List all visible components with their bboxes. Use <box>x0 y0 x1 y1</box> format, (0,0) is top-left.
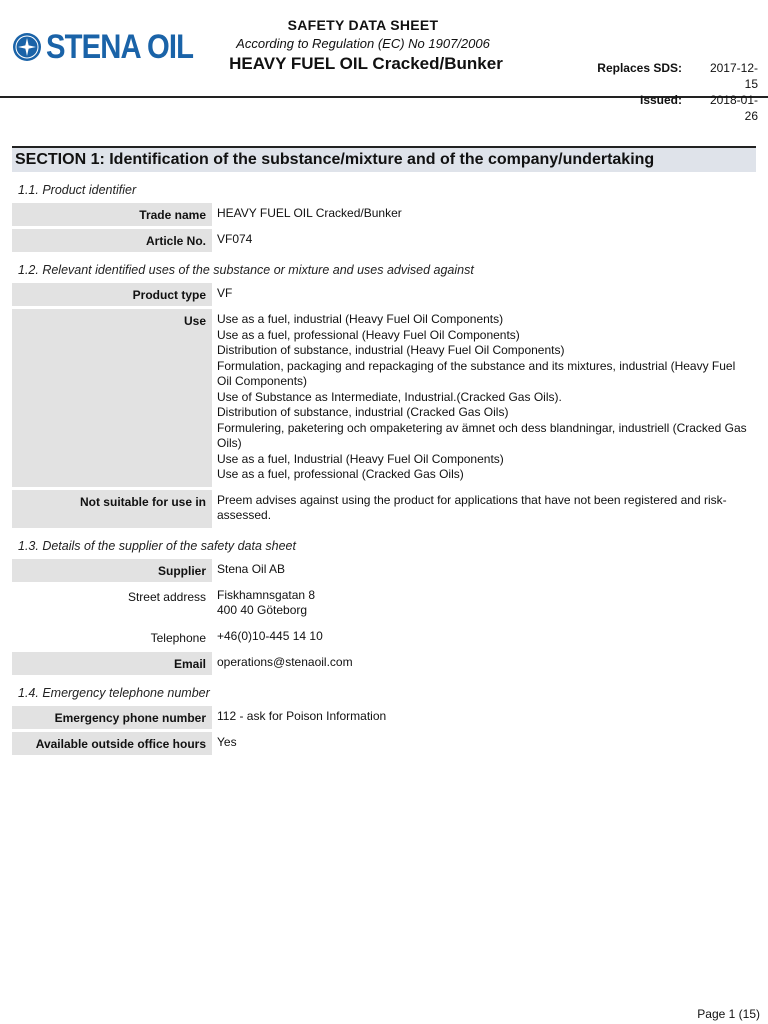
document-type: SAFETY DATA SHEET <box>287 17 439 33</box>
trade-name-label: Trade name <box>12 203 212 226</box>
office-hours-row <box>12 732 756 755</box>
replaces-label: Replaces SDS: <box>597 61 682 75</box>
street-address-value <box>212 585 756 623</box>
product-type-value: VF <box>217 286 233 300</box>
not-suitable-label: Not suitable for use in <box>12 490 212 528</box>
replaces-row <box>572 60 758 92</box>
trade-name-value: HEAVY FUEL OIL Cracked/Bunker <box>217 206 402 220</box>
street-address-label: Street address <box>127 589 206 604</box>
email-row <box>12 652 756 675</box>
trade-name-row <box>12 203 756 226</box>
product-type-row <box>12 283 756 306</box>
section-1-content <box>12 180 756 758</box>
use-item: Distribution of substance, industrial (Cracked Gas Oils) <box>217 405 509 419</box>
use-item: Use as a fuel, professional (Cracked Gas Oils) <box>217 467 464 481</box>
street-line: Fiskhamnsgatan 8 <box>217 587 316 602</box>
use-row <box>12 309 756 487</box>
supplier-label: Supplier <box>12 559 212 582</box>
page-number: Page 1 (15) <box>697 1007 760 1021</box>
regulation-reference: According to Regulation (EC) No 1907/2006 <box>236 36 490 51</box>
not-suitable-row <box>12 490 756 528</box>
subsection-1-1-title: 1.1. Product identifier <box>18 183 137 197</box>
email-label: Email <box>12 652 212 675</box>
email-value[interactable]: operations@stenaoil.com <box>217 654 353 669</box>
subsection-1-4-title: 1.4. Emergency telephone number <box>18 685 210 700</box>
stena-seal-icon <box>12 32 42 62</box>
use-item: Use as a fuel, industrial (Heavy Fuel Oil Components) <box>217 312 504 326</box>
use-item: Use of Substance as Intermediate, Industrial.(Cracked Gas Oils). <box>217 389 562 404</box>
use-list <box>212 309 756 487</box>
page-header <box>0 0 768 123</box>
not-suitable-value: Preem advises against using the product for applications that have not been registered and risk-assessed. <box>217 492 727 522</box>
telephone-label: Telephone <box>150 630 206 645</box>
office-hours-value: Yes <box>217 734 237 749</box>
use-item: Use as a fuel, Industrial (Heavy Fuel Oil Components) <box>217 451 504 466</box>
subsection-1-2-title: 1.2. Relevant identified uses of the substance or mixture and uses advised against <box>18 263 474 277</box>
emergency-phone-value: 112 - ask for Poison Information <box>217 708 387 723</box>
issued-row <box>572 92 758 124</box>
replaces-value: 2017-12-15 <box>709 61 758 91</box>
article-number-label: Article No. <box>12 229 212 252</box>
stena-oil-logo <box>12 30 217 64</box>
supplier-row <box>12 559 756 582</box>
postal-line: 400 40 Göteborg <box>217 603 308 617</box>
use-item: Formulering, paketering och ompaketering av ämnet och dess blandningar, industriell (Cracked Gas Oils) <box>217 420 747 450</box>
emergency-phone-row <box>12 706 756 729</box>
article-number-row <box>12 229 756 252</box>
use-label: Use <box>12 309 212 487</box>
issued-label: Issued: <box>639 93 682 107</box>
subsection-1-3-title: 1.3. Details of the supplier of the safety data sheet <box>18 538 296 553</box>
telephone-value: +46(0)10-445 14 10 <box>217 628 323 643</box>
article-number-value: VF074 <box>217 232 253 246</box>
office-hours-label: Available outside office hours <box>12 732 212 755</box>
logo-text: STENA OIL <box>46 28 194 66</box>
street-address-row <box>12 585 756 623</box>
product-title: HEAVY FUEL OIL Cracked/Bunker <box>229 54 503 73</box>
product-type-label: Product type <box>12 283 212 306</box>
telephone-row <box>12 626 756 649</box>
use-item: Use as a fuel, professional (Heavy Fuel Oil Components) <box>217 327 520 342</box>
section-1-heading: SECTION 1: Identification of the substance/mixture and of the company/undertaking <box>12 146 756 172</box>
use-item: Distribution of substance, industrial (Heavy Fuel Oil Components) <box>217 343 565 357</box>
emergency-phone-label: Emergency phone number <box>12 706 212 729</box>
document-meta <box>572 60 758 124</box>
supplier-value: Stena Oil AB <box>217 561 286 576</box>
issued-value: 2018-01-26 <box>709 93 758 123</box>
use-item: Formulation, packaging and repackaging of the substance and its mixtures, industrial (Heavy Fuel Oil Components) <box>217 358 736 388</box>
